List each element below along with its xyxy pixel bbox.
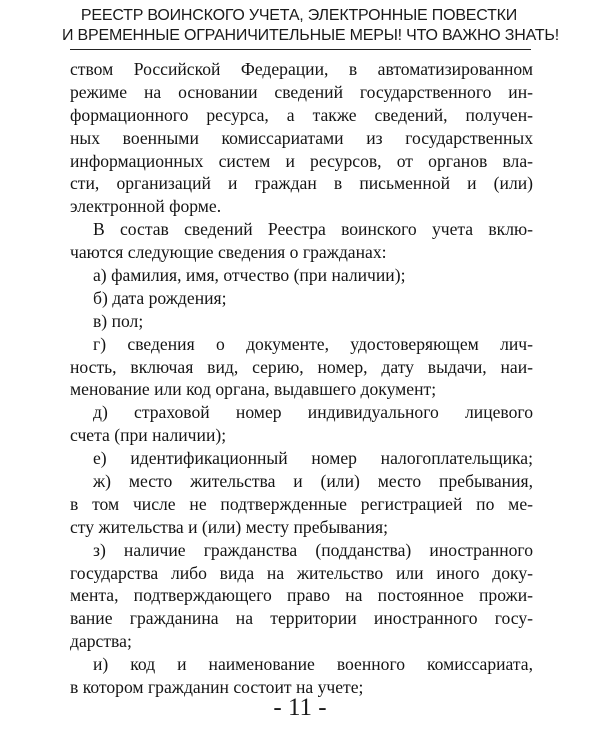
running-header-line-1: РЕЕСТР ВОИНСКОГО УЧЕТА, ЭЛЕКТРОННЫЕ ПОВЕСТКИ bbox=[80, 7, 518, 24]
text-line: сту жительства и (или) месту пребывания; bbox=[70, 516, 388, 537]
list-item-b: б) дата рождения; bbox=[93, 287, 227, 308]
text-line: электронной форме. bbox=[70, 196, 222, 217]
text-line: сти, организаций и граждан в письменной и (или) bbox=[70, 173, 533, 194]
body-text bbox=[70, 58, 533, 699]
text-line: режиме на основании сведений государственного ин- bbox=[70, 81, 533, 102]
list-item-d: д) страховой номер индивидуального лицевого bbox=[93, 402, 533, 423]
text-line: счета (при наличии); bbox=[70, 425, 227, 446]
list-item-e: е) идентификационный номер налогоплательщика; bbox=[93, 448, 533, 469]
list-item-zh: ж) место жительства и (или) место пребывания, bbox=[93, 471, 533, 492]
text-line: вание гражданина на территории иностранного госу- bbox=[70, 608, 533, 629]
text-line: дарства; bbox=[70, 631, 132, 652]
running-header bbox=[62, 6, 559, 46]
text-line: менование или код органа, выдавшего документ; bbox=[70, 379, 437, 400]
text-line: В состав сведений Реестра воинского учета вклю- bbox=[93, 219, 533, 240]
text-line: формационного ресурса, а также сведений, получен- bbox=[70, 104, 533, 125]
text-line: в том числе не подтвержденные регистрацией по ме- bbox=[70, 493, 533, 514]
text-line: чаются следующие сведения о гражданах: bbox=[70, 242, 387, 263]
page-number: - 11 - bbox=[273, 694, 327, 721]
running-header-line-2: И ВРЕМЕННЫЕ ОГРАНИЧИТЕЛЬНЫЕ МЕРЫ! ЧТО ВАЖНО ЗНАТЬ! bbox=[62, 27, 559, 44]
list-item-a: а) фамилия, имя, отчество (при наличии); bbox=[93, 265, 406, 286]
text-line: государства либо вида на жительство или иного доку- bbox=[70, 562, 533, 583]
list-item-i: и) код и наименование военного комиссариата, bbox=[93, 654, 533, 675]
list-item-v: в) пол; bbox=[93, 310, 144, 331]
text-line: информационных систем и ресурсов, от органов вла- bbox=[70, 150, 533, 171]
text-line: ных военными комиссариатами из государственных bbox=[70, 127, 533, 148]
list-item-g: г) сведения о документе, удостоверяющем лич- bbox=[93, 333, 533, 354]
text-line: в котором гражданин состоит на учете; bbox=[70, 677, 364, 698]
list-item-z: з) наличие гражданства (подданства) иностранного bbox=[93, 539, 533, 560]
header-divider bbox=[70, 49, 531, 50]
text-line: ством Российской Федерации, в автоматизированном bbox=[70, 59, 533, 79]
text-line: ность, включая вид, серию, номер, дату выдачи, наи- bbox=[70, 356, 533, 377]
text-line: мента, подтверждающего право на постоянное прожи- bbox=[70, 585, 533, 606]
